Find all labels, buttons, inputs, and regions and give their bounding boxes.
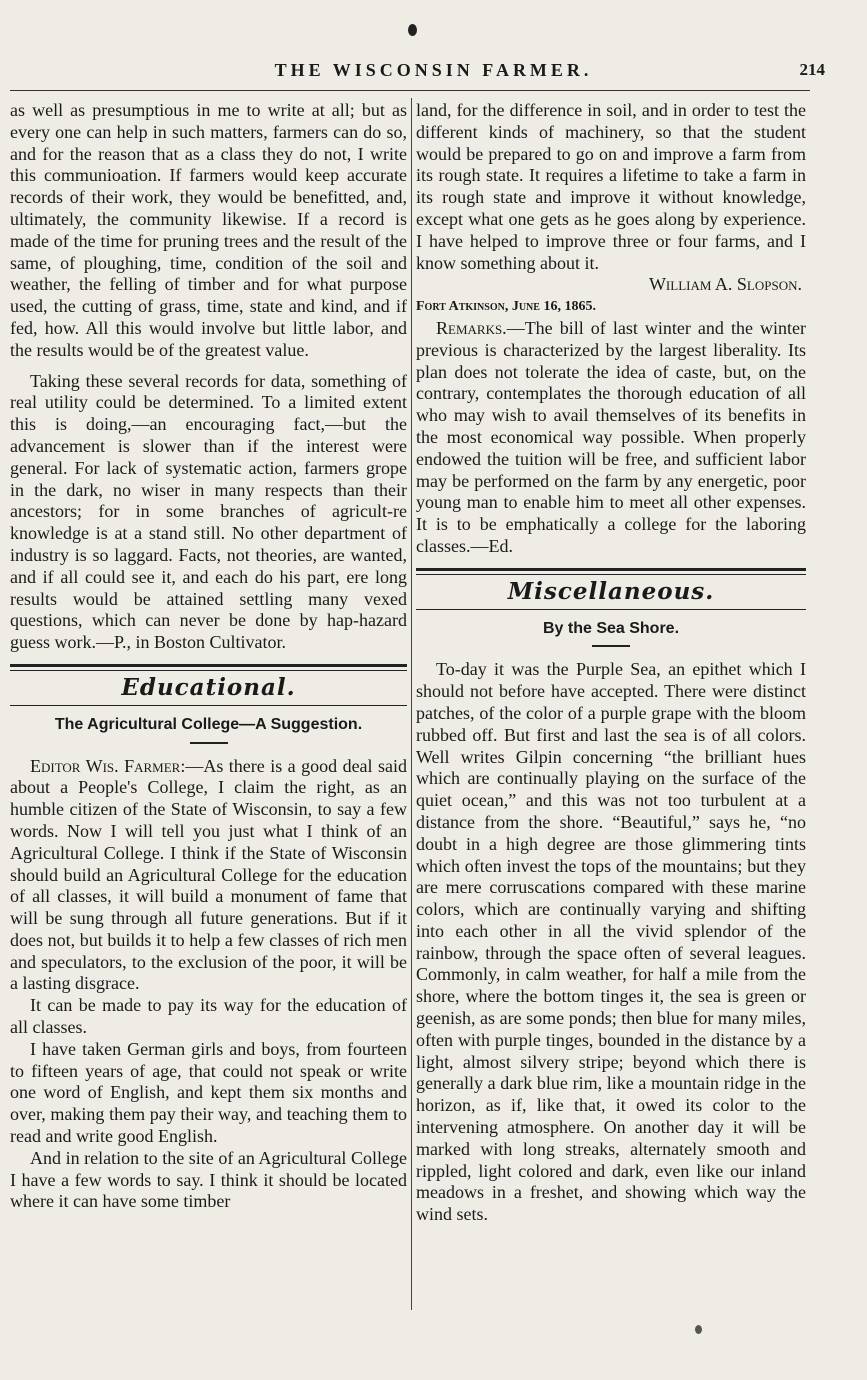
paragraph: I have taken German girls and boys, from fourteen to fifteen years of age, that could not speak or write one word of English, and kept them six months and over, making them pay their way, and teaching them to read and write good English. — [10, 1038, 407, 1147]
paragraph — [10, 756, 407, 996]
ink-spot — [695, 1325, 702, 1334]
remarks-label: Remarks. — [436, 317, 507, 338]
title-rule — [592, 645, 630, 647]
column-divider — [411, 98, 412, 1310]
paragraph: land, for the difference in soil, and in order to test the different kinds of machinery, so that the student would be prepared to go on and improve a farm from its rough state. It requires a lifetime to take a farm in its rough state and improve it without knowledge, except what one gets as he goes along by experience. I have helped to improve three or four farms, and I know something about it. — [416, 100, 806, 273]
article-title: The Agricultural College—A Suggestion. — [54, 715, 363, 733]
section-heading: Educational. — [121, 673, 296, 701]
paragraph-text: :—As there is a good deal said about a People's College, I claim the right, as an humble citizen of the State of Wisconsin, to say a few words. Now I will tell you just what I think of an Agricultural College. I think if the State of Wisconsin should build an Agricultural College for the education of all classes, it will build a monument of fame that will be sung through all future generations. But if it does not, but builds it to help a few classes of rich men and speculators, to the exclusion of the poor, it will be a lasting disgrace. — [10, 755, 407, 994]
section-rule — [10, 664, 407, 671]
paragraph: To-day it was the Purple Sea, an epithet which I should not before have accepted. There were distinct patches, of the color of a purple grape with the bloom rubbed off. But first and last the sea is of all colors. Well writes Gilpin concerning “the brilliant hues which are continually playing on the surface of the quiet ocean,” and this was not too turbulent at a distance from the shore. “Beautiful,” says he, “no doubt in a high degree are those glimmering tints which often invest the tops of the mountains; but they are mere corruscations compared with these marine colors, which are continually varying and shifting into each other in all the vivid splendor of the rainbow, through the space often of several leagues. Commonly, in calm weather, for half a mile from the shore, where the bottom tinges it, the sea is green or geenish, as are some ponds; then blue for many miles, often with purple tinges, bounded in the distance by a light, almost silvery stripe; beyond which there is generally a dark blue rim, like a mountain ridge in the horizon, as if, like that, it owed its color to the intervening atmosphere. On another day it will be marked with long streaks, alternately smooth and rippled, light colored and dark, even like our inland meadows in a freshet, and showing which way the wind sets. — [416, 659, 806, 1225]
left-column — [10, 100, 407, 1213]
paragraph: And in relation to the site of an Agricultural College I have a few words to say. I think it should be located where it can have some timber — [10, 1147, 407, 1212]
publication-title: THE WISCONSIN FARMER. — [274, 60, 593, 80]
section-heading: Miscellaneous. — [507, 577, 715, 605]
paragraph: Taking these several records for data, something of real utility could be determined. To a limited extent this is doing,—an encouraging fact,—but the advancement is slower than if the interest were general. For lack of systematic action, farmers grope in the dark, no wiser in many respects than their ancestors; for in some branches of agricult-re knowledge is at a stand still. No other department of industry is so laggard. Facts, not theories, are wanted, and if all could see it, and each do his part, ere long results would be attained settling many vexed questions, which can never be done by hap-hazard guess work.—P., in Boston Cultivator. — [10, 370, 407, 653]
right-column — [416, 100, 806, 1226]
masthead — [0, 60, 867, 84]
article-title: By the Sea Shore. — [542, 619, 680, 637]
ink-spot — [408, 24, 417, 36]
section-rule — [10, 705, 407, 706]
paragraph-text: —The bill of last winter and the winter previous is characterized by the largest liberality. Its plan does not tolerate the idea of caste, but, on the contrary, contemplates the thorough education of all who may wish to avail themselves of its benefits in the most economical way possible. When properly endowed the tuition will be free, and sufficient labor may be performed on the farm by any energetic, poor young man to enable him to meet all other expenses. It is to be emphatically a college for the laboring classes.—Ed. — [416, 317, 806, 556]
page-number: 214 — [799, 60, 825, 79]
paragraph — [416, 318, 806, 558]
section-rule — [416, 609, 806, 610]
section-rule — [416, 568, 806, 575]
header-rule — [10, 90, 810, 91]
title-rule — [190, 742, 228, 744]
paragraph: It can be made to pay its way for the education of all classes. — [10, 995, 407, 1038]
signature: William A. Slopson. — [648, 274, 802, 295]
paragraph: as well as presumptious in me to write at all; but as every one can help in such matters, farmers can do so, and for the reason that as a class they do not, I write this communioation. If farmers would keep accurate records of their work, they would be benefitted, and, ultimately, the community likewise. If a record is made of the time for pruning trees and the result of the same, of ploughing, time, condition of the soil and weather, the felling of timber and for what purpose used, the cutting of grass, time, state and kind, and if fed, how. All this would involve but little labor, and the results would be of the greatest value. — [10, 100, 407, 360]
salutation: Editor Wis. Farmer — [30, 755, 181, 776]
dateline: Fort Atkinson, June 16, 1865. — [416, 299, 596, 315]
